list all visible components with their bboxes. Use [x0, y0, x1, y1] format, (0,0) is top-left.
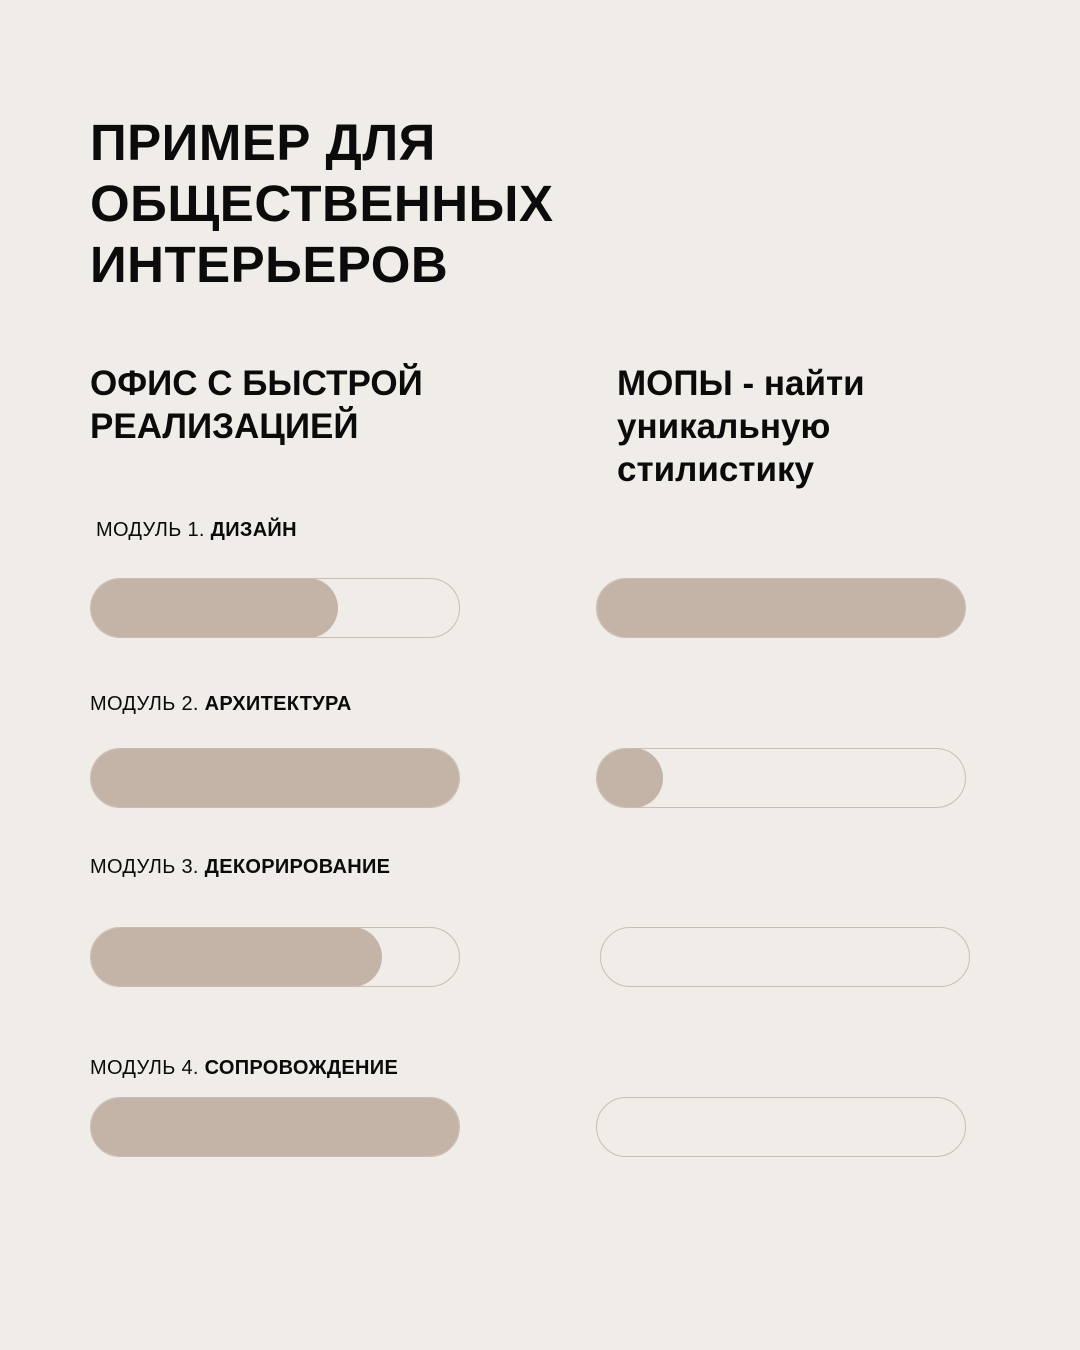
column-heading-line: уникальную: [617, 407, 831, 446]
module-label-design: [96, 518, 297, 542]
progress-bar-mop-decoration: [600, 927, 970, 987]
module-prefix: МОДУЛЬ 4.: [90, 1057, 205, 1079]
title-line: ОБЩЕСТВЕННЫХ: [90, 175, 554, 232]
title-line: ПРИМЕР ДЛЯ: [90, 114, 436, 171]
progress-fill: [596, 748, 663, 808]
progress-bar-office-decoration: [90, 927, 460, 987]
progress-fill: [90, 748, 460, 808]
progress-bar-office-design: [90, 578, 460, 638]
progress-bar-mop-support: [596, 1097, 966, 1157]
column-heading-line: РЕАЛИЗАЦИЕЙ: [90, 407, 359, 446]
module-name: ДЕКОРИРОВАНИЕ: [204, 856, 391, 878]
column-heading-line: МОПЫ - найти: [617, 364, 865, 403]
module-prefix: МОДУЛЬ 3.: [90, 856, 205, 878]
progress-fill: [90, 927, 382, 987]
column-heading-line: ОФИС С БЫСТРОЙ: [90, 364, 423, 403]
title-line: ИНТЕРЬЕРОВ: [90, 236, 449, 293]
progress-bar-office-architecture: [90, 748, 460, 808]
column-heading-mop: [617, 362, 997, 491]
module-label-decoration: [90, 855, 390, 879]
module-prefix: МОДУЛЬ 2.: [90, 693, 205, 715]
module-prefix: МОДУЛЬ 1.: [96, 519, 211, 541]
page-title: [90, 112, 650, 295]
module-name: АРХИТЕКТУРА: [204, 693, 352, 715]
progress-fill: [90, 578, 338, 638]
progress-bar-mop-architecture: [596, 748, 966, 808]
progress-fill: [90, 1097, 460, 1157]
progress-bar-office-support: [90, 1097, 460, 1157]
column-heading-office: [90, 362, 530, 448]
module-name: СОПРОВОЖДЕНИЕ: [204, 1057, 399, 1079]
module-label-support: [90, 1056, 398, 1080]
module-label-architecture: [90, 692, 352, 716]
progress-bar-mop-design: [596, 578, 966, 638]
progress-fill: [596, 578, 966, 638]
column-heading-line: стилистику: [617, 450, 814, 489]
module-name: ДИЗАЙН: [210, 519, 297, 541]
